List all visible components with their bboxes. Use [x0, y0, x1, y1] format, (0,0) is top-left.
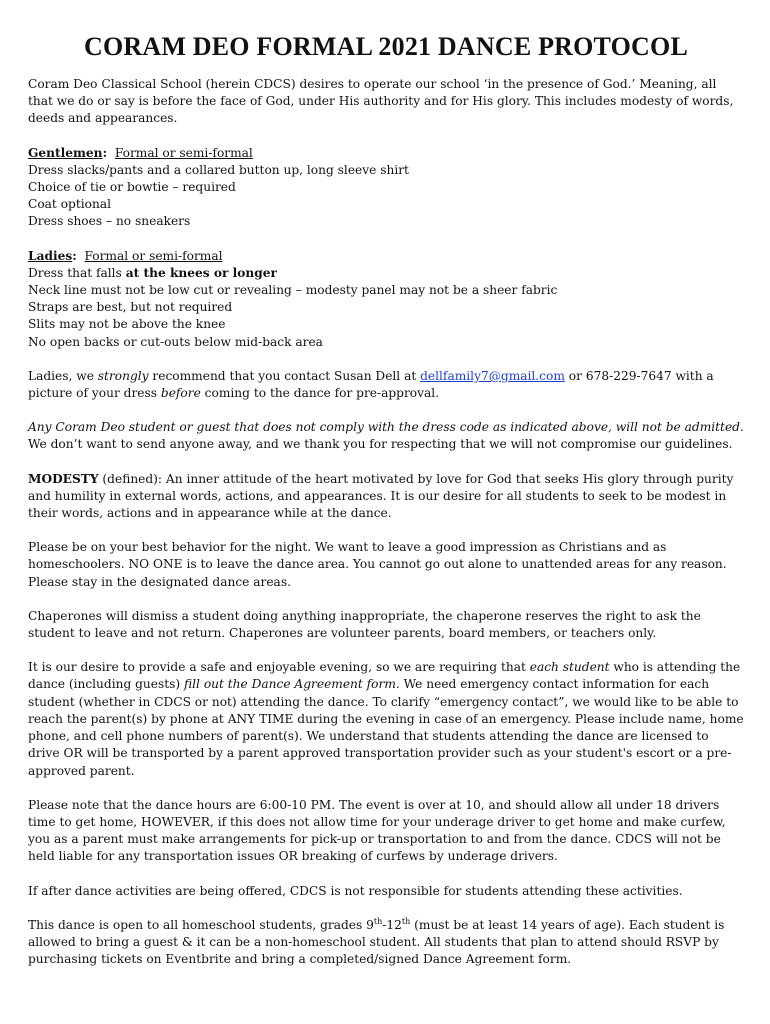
- gentlemen-item: Coat optional: [28, 197, 111, 212]
- modesty-definition: (defined): An inner attitude of the heart motivated by love for God that seeks His glory through purity and humility in external words, actions, and appearances. It is our desire for all students to seek to be modest in their words, actions and in appearance while at the dance.: [28, 471, 734, 521]
- contact-paragraph: [28, 368, 744, 402]
- agreement-paragraph: [28, 659, 744, 779]
- document-page: [28, 32, 744, 985]
- eligibility-text: -12: [382, 917, 402, 932]
- contact-text: coming to the dance for pre-approval.: [200, 386, 440, 401]
- document-title: CORAM DEO FORMAL 2021 DANCE PROTOCOL: [83, 32, 688, 61]
- gentlemen-header: [28, 145, 744, 162]
- ladies-item: Slits may not be above the knee: [28, 317, 226, 332]
- ladies-item-text: Dress that falls: [28, 265, 126, 280]
- agreement-text: We need emergency contact information for each student (whether in CDCS or not) attending the dance. To clarify “emergency contact”, we would like to be able to reach the parent(s) by phone at ANY TIME during the evening in case of an emergency. Please include name, home phone, and cell phone numbers of parent(s). We understand that students attending the dance are licensed to drive OR will be transported by a parent approved transportation provider such as your student's escort or a pre-approved parent.: [28, 677, 744, 778]
- gentlemen-subheading: Formal or semi-formal: [114, 145, 253, 160]
- ladies-item: No open backs or cut-outs below mid-back area: [28, 334, 323, 349]
- ordinal-suffix: th: [401, 916, 411, 926]
- gentlemen-section: [28, 145, 744, 231]
- contact-text: Ladies, we: [28, 368, 98, 383]
- gentlemen-item: Choice of tie or bowtie – required: [28, 180, 236, 195]
- contact-email-link[interactable]: dellfamily7@gmail.com: [420, 368, 565, 383]
- agreement-text: who is attending the dance (including guests): [28, 660, 741, 692]
- intro-paragraph: Coram Deo Classical School (herein CDCS) desires to operate our school ‘in the presence of God.’ Meaning, all that we do or say is before the face of God, under His authority and for His glory. This includes modesty of words, deeds and appearances.: [28, 77, 734, 126]
- eligibility-text: This dance is open to all homeschool students, grades 9: [28, 917, 374, 932]
- modesty-term: MODESTY: [28, 471, 99, 486]
- ordinal-suffix: th: [373, 916, 383, 926]
- chaperones-paragraph: Chaperones will dismiss a student doing anything inappropriate, the chaperone reserves the right to ask the student to leave and not return. Chaperones are volunteer parents, board members, or teachers only.: [28, 608, 701, 641]
- modesty-paragraph: [28, 471, 744, 523]
- agreement-text: It is our desire to provide a safe and enjoyable evening, so we are requiring that: [28, 660, 530, 675]
- agreement-emphasis: each student: [529, 660, 610, 675]
- ladies-header: [28, 248, 744, 265]
- eligibility-text: (must be at least 14 years of age). Each student is allowed to bring a guest & it can be a non-homeschool student. All students that plan to attend should RSVP by purchasing tickets on Eventbrite and bring a completed/signed Dance Agreement form.: [28, 917, 725, 967]
- behavior-paragraph: Please be on your best behavior for the night. We want to leave a good impression as Christians and as homeschoolers. NO ONE is to leave the dance area. You cannot go out alone to unattended areas for any reason. Please stay in the designated dance areas.: [28, 540, 727, 589]
- gentlemen-heading: Gentlemen: [28, 145, 103, 160]
- after-activities-paragraph: If after dance activities are being offered, CDCS is not responsible for students attending these activities.: [28, 883, 683, 898]
- gentlemen-colon: :: [102, 145, 108, 160]
- eligibility-paragraph: [28, 917, 744, 969]
- ladies-item-emphasis: at the knees or longer: [125, 265, 277, 280]
- contact-text: or 678-229-7647 with a picture of your dress: [28, 368, 714, 401]
- compliance-paragraph: [28, 419, 744, 453]
- ladies-item: [28, 265, 744, 282]
- ladies-subheading: Formal or semi-formal: [84, 248, 223, 263]
- hours-paragraph: Please note that the dance hours are 6:00-10 PM. The event is over at 10, and should allow all under 18 drivers time to get home, HOWEVER, if this does not allow time for your underage driver to get home and make curfew, you as a parent must make arrangements for pick-up or transportation to and from the dance. CDCS will not be held liable for any transportation issues OR breaking of curfews by underage drivers.: [28, 797, 726, 864]
- gentlemen-item: Dress shoes – no sneakers: [28, 214, 191, 229]
- ladies-section: [28, 248, 744, 351]
- compliance-warning: Any Coram Deo student or guest that does not comply with the dress code as indicated above, will not be admitted.: [28, 420, 744, 435]
- contact-emphasis: before: [160, 386, 201, 401]
- ladies-colon: :: [72, 248, 77, 263]
- compliance-text: We don’t want to send anyone away, and we thank you for respecting that we will not compromise our guidelines.: [28, 437, 733, 452]
- agreement-emphasis: fill out the Dance Agreement form.: [184, 677, 400, 692]
- gentlemen-item: Dress slacks/pants and a collared button up, long sleeve shirt: [28, 162, 409, 177]
- contact-emphasis: strongly: [97, 368, 149, 383]
- ladies-item: Neck line must not be low cut or revealing – modesty panel may not be a sheer fabric: [28, 283, 558, 298]
- ladies-item: Straps are best, but not required: [28, 300, 233, 315]
- contact-text: recommend that you contact Susan Dell at: [148, 368, 421, 383]
- ladies-heading: Ladies: [28, 248, 73, 263]
